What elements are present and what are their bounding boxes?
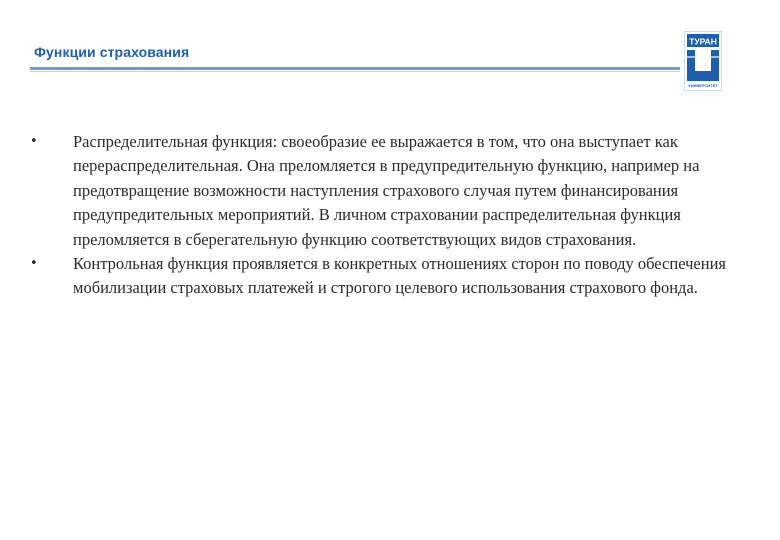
logo-top-text: ТУРАН xyxy=(689,36,717,47)
bullet-text: Распределительная функция: своеобразие ее выражается в том, что она выступает как перераспределительная. Она преломляется в предупредительную функцию, например на предотвращение возможности наступления страхового случая путем финансирования предупредительных мероприятий. В личном страховании распределительная функция преломляется в сберегательную функцию соответствующих видов страхования. xyxy=(73,132,700,249)
bullet-marker: • xyxy=(30,256,38,272)
title-divider xyxy=(30,67,680,70)
bullet-item-control xyxy=(30,252,730,301)
bullet-marker: • xyxy=(30,134,38,149)
turan-logo-icon xyxy=(684,31,722,91)
title-divider-shadow xyxy=(30,71,680,72)
bullet-item-distribution xyxy=(30,130,730,252)
slide-title: Функции страхования xyxy=(34,44,190,60)
bullet-list xyxy=(0,130,780,301)
bullet-text: Контрольная функция проявляется в конкретных отношениях сторон по поводу обеспечения мобилизации страховых платежей и строгого целевого использования страхового фонда. xyxy=(73,254,726,298)
logo-bottom-text: УНИВЕРСИТЕТ xyxy=(688,83,718,88)
